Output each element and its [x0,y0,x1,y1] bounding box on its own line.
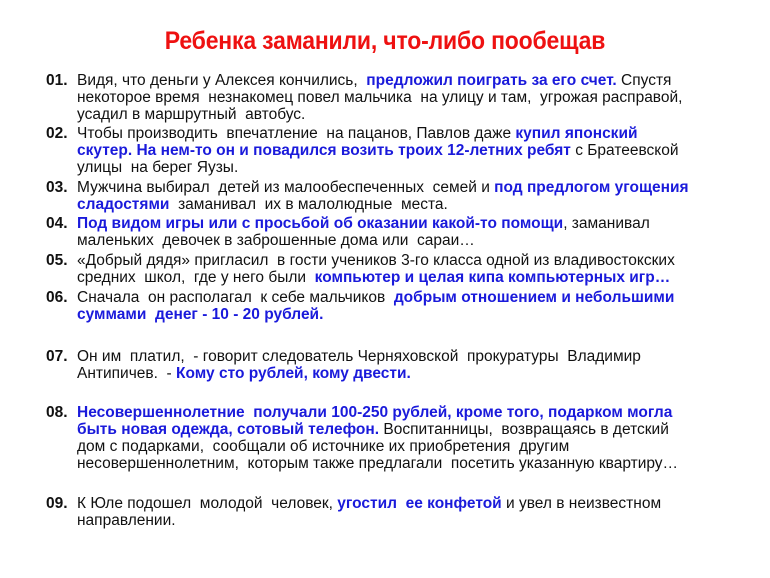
item-text-line [77,252,675,269]
body-text: направлении. [77,512,176,529]
item-text-line [77,125,638,142]
item-text-line [77,289,674,306]
body-text: Видя, что деньги у Алексея кончились, [77,72,367,89]
item-text-line [77,159,238,176]
item-text-line [77,348,641,365]
item-text-line [77,196,448,213]
highlighted-text: купил японский [515,125,638,142]
highlighted-text: предложил поиграть за его счет. [366,72,617,89]
body-text: заманивал их в малолюдные места. [169,196,448,213]
body-text: некоторое время незнакомец повел мальчика на улицу и там, угрожая расправой, [77,89,683,106]
body-text: улицы на берег Яузы. [77,159,239,176]
item-text-line [77,232,475,249]
highlighted-text: скутер. На нем-то он и повадился возить троих 12-летних ребят [77,142,571,159]
item-number: 08. [46,404,68,421]
body-text: с Братеевской [570,142,679,159]
item-text-line [77,495,661,512]
item-text-line [77,306,323,323]
body-text: маленьких девочек в заброшенные дома или сараи… [77,232,475,249]
item-text-line [77,512,176,529]
item-text-line [77,106,305,123]
body-text: несовершеннолетним, которым также предлагали посетить указанную квартиру… [77,455,679,472]
highlighted-text: угостил ее конфетой [337,495,502,512]
body-text: Сначала он располагал к себе мальчиков [77,289,394,306]
item-number: 06. [46,289,68,306]
item-text-line [77,421,669,438]
body-text: Чтобы производить впечатление на пацанов, Павлов даже [77,125,516,142]
item-text-line [77,269,670,286]
item-text-line [77,72,671,89]
item-number: 02. [46,125,68,142]
item-text-line [77,455,678,472]
body-text: и увел в неизвестном [501,495,662,512]
highlighted-text: Под видом игры или с просьбой об оказании какой-то помощи [77,215,564,232]
item-text-line [77,438,569,455]
highlighted-text: компьютер и целая кипа компьютерных игр… [314,269,671,286]
highlighted-text: добрым отношением и небольшими [393,289,675,306]
item-number: 03. [46,179,68,196]
highlighted-text: под предлогом угощения [494,179,689,196]
item-number: 05. [46,252,68,269]
highlighted-text: Кому сто рублей, кому двести. [176,365,411,382]
item-text-line [77,179,689,196]
body-text: К Юле подошел молодой человек, [77,495,338,512]
item-text-line [77,404,672,421]
body-text: усадил в маршрутный автобус. [77,106,306,123]
body-text: Спустя [616,72,672,89]
body-text: Мужчина выбирал детей из малообеспеченных семей и [77,179,495,196]
body-text: , заманивал [563,215,650,232]
item-text-line [77,89,682,106]
body-text: дом с подарками, сообщали об источнике их приобретения другим [77,438,570,455]
item-number: 07. [46,348,68,365]
slide-title: Ребенка заманили, что-либо пообещав [164,27,606,55]
item-number: 04. [46,215,68,232]
body-text: Антипичев. - [77,365,177,382]
highlighted-text: быть новая одежда, сотовый телефон. [77,421,380,438]
highlighted-text: суммами денег - 10 - 20 рублей. [77,306,324,323]
highlighted-text: Несовершеннолетние получали 100-250 рублей, кроме того, подарком могла [77,404,673,421]
item-text-line [77,142,679,159]
body-text: средних школ, где у него были [77,269,315,286]
body-text: Он им платил, - говорит следователь Черняховской прокуратуры Владимир [77,348,641,365]
item-text-line [77,215,650,232]
item-text-line [77,365,411,382]
highlighted-text: сладостями [77,196,170,213]
item-number: 09. [46,495,68,512]
item-number: 01. [46,72,68,89]
body-text: «Добрый дядя» пригласил в гости учеников 3-го класса одной из владивостокских [77,252,675,269]
body-text: Воспитанницы, возвращаясь в детский [379,421,669,438]
